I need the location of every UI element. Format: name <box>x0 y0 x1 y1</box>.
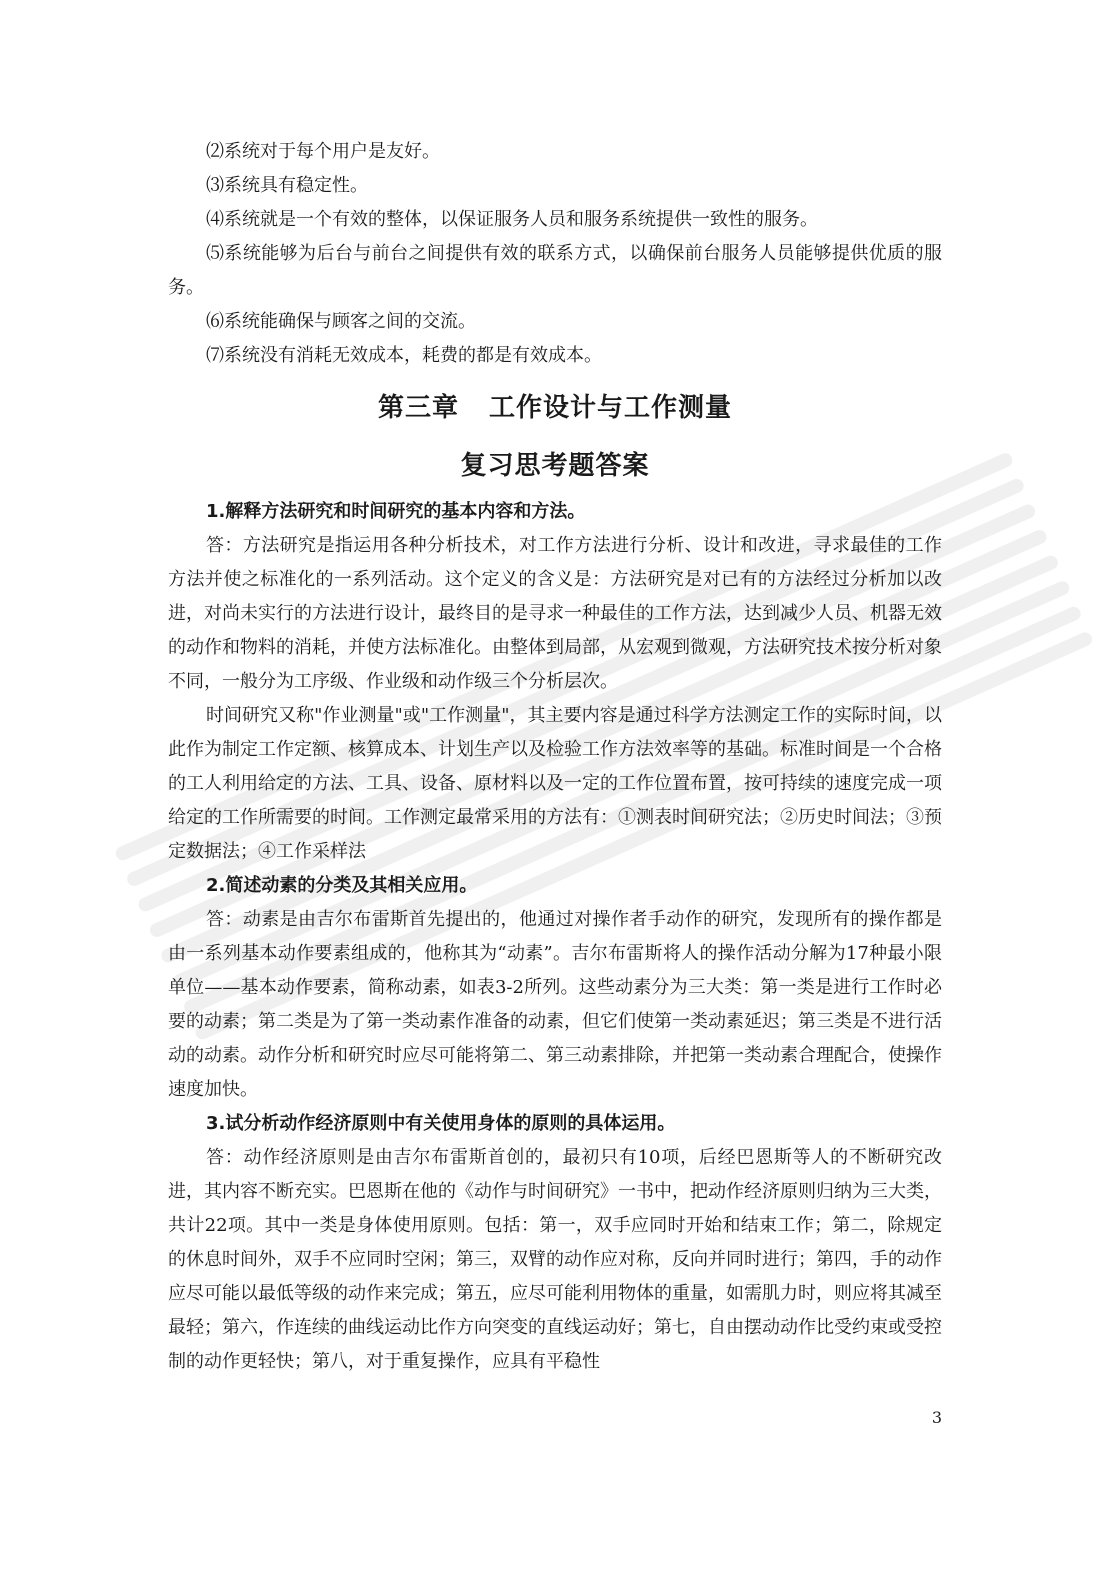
section-subtitle: 复习思考题答案 <box>460 451 650 481</box>
question-title: 2.简述动素的分类及其相关应用。 <box>206 875 478 896</box>
chapter-heading <box>168 385 942 431</box>
question-title: 1.解释方法研究和时间研究的基本内容和方法。 <box>206 501 586 522</box>
answer-paragraph: 答：动作经济原则是由吉尔布雷斯首创的，最初只有10项，后经巴恩斯等人的不断研究改进，其内容不断充实。巴恩斯在他的《动作与时间研究》一书中，把动作经济原则归纳为三大类，共计22项。其中一类是身体使用原则。包括：第一，双手应同时开始和结束工作；第二，除规定的休息时间外，双手不应同时空闲；第三，双臂的动作应对称，反向并同时进行；第四，手的动作应尽可能以最低等级的动作来完成；第五，应尽可能利用物体的重量，如需肌力时，则应将其减至最轻；第六，作连续的曲线运动比作方向突变的直线运动好；第七，自由摆动动作比受约束或受控制的动作更轻快；第八，对于重复操作，应具有平稳性 <box>168 1147 942 1372</box>
page-number: 3 <box>931 1408 942 1427</box>
chapter-number: 第三章 <box>377 393 459 423</box>
answer-paragraph: 答：方法研究是指运用各种分析技术，对工作方法进行分析、设计和改进，寻求最佳的工作方法并使之标准化的一系列活动。这个定义的含义是：方法研究是对已有的方法经过分析加以改进，对尚未实行的方法进行设计，最终目的是寻求一种最佳的工作方法，达到减少人员、机器无效的动作和物料的消耗，并使方法标准化。由整体到局部，从宏观到微观，方法研究技术按分析对象不同，一般分为工序级、作业级和动作级三个分析层次。 <box>168 535 942 692</box>
chapter-title: 工作设计与工作测量 <box>489 393 733 423</box>
list-item: ⑵系统对于每个用户是友好。 <box>206 141 440 162</box>
list-item: ⑹系统能确保与顾客之间的交流。 <box>206 311 476 332</box>
answer-paragraph: 答：动素是由吉尔布雷斯首先提出的，他通过对操作者手动作的研究，发现所有的操作都是由一系列基本动作要素组成的，他称其为“动素”。吉尔布雷斯将人的操作活动分解为17种最小限单位——基本动作要素，简称动素，如表3-2所列。这些动素分为三大类：第一类是进行工作时必要的动素；第二类是为了第一类动素作准备的动素，但它们使第一类动素延迟；第三类是不进行活动的动素。动作分析和研究时应尽可能将第二、第三动素排除，并把第一类动素合理配合，使操作速度加快。 <box>168 909 942 1100</box>
list-item: ⑶系统具有稳定性。 <box>206 175 368 196</box>
answer-paragraph: 时间研究又称"作业测量"或"工作测量"，其主要内容是通过科学方法测定工作的实际时间，以此作为制定工作定额、核算成本、计划生产以及检验工作方法效率等的基础。标准时间是一个合格的工人利用给定的方法、工具、设备、原材料以及一定的工作位置布置，按可持续的速度完成一项给定的工作所需要的时间。工作测定最常采用的方法有：①测表时间研究法；②历史时间法；③预定数据法；④工作采样法 <box>168 705 942 862</box>
list-item: ⑷系统就是一个有效的整体，以保证服务人员和服务系统提供一致性的服务。 <box>206 209 818 230</box>
list-item: ⑺系统没有消耗无效成本，耗费的都是有效成本。 <box>206 345 602 366</box>
document-body <box>168 135 942 1379</box>
list-item: ⑸系统能够为后台与前台之间提供有效的联系方式，以确保前台服务人员能够提供优质的服务。 <box>168 243 942 298</box>
question-title: 3.试分析动作经济原则中有关使用身体的原则的具体运用。 <box>206 1113 676 1134</box>
